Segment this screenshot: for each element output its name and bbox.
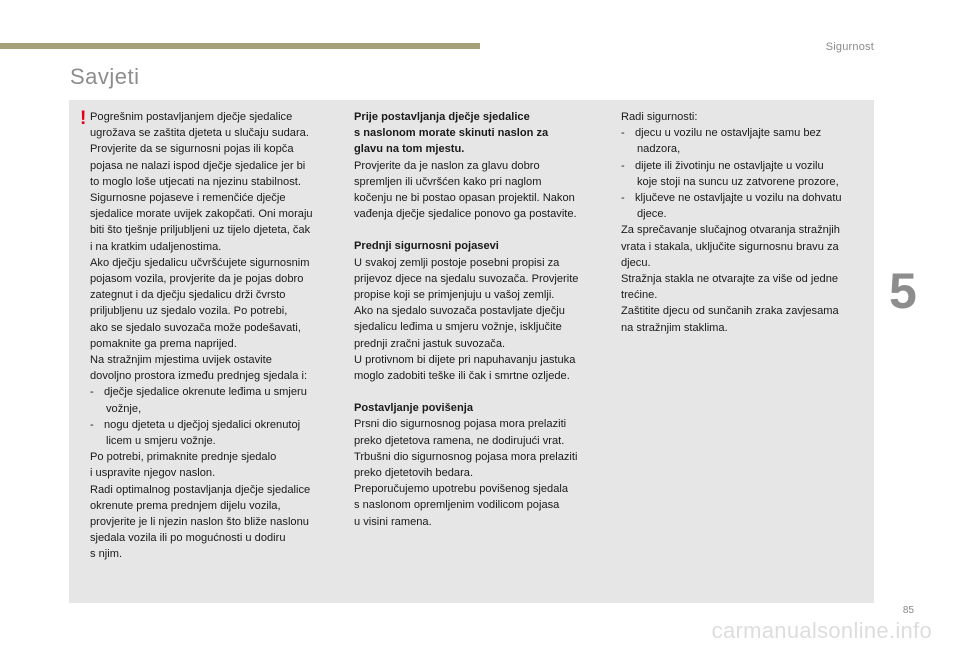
block-heading: Prije postavljanja dječje sjedalice <box>354 111 530 123</box>
text-line: sjedala vozila ili po mogućnosti u dodiru <box>90 532 286 545</box>
text-line: dijete ili životinju ne ostavljajte u vozilu <box>635 159 824 172</box>
text-line: u visini ramena. <box>354 515 432 528</box>
page-title: Savjeti <box>70 64 140 89</box>
text-line: djecu. <box>621 256 651 269</box>
text-line: dovoljno prostora između prednjeg sjedala i: <box>90 370 308 383</box>
text-line: kočenju ne bi postao opasan projektil. Nakon <box>354 192 575 205</box>
text-line: s naslonom opremljenim vodilicom pojasa <box>354 499 560 512</box>
bullet-item <box>621 158 866 174</box>
text-line: licem u smjeru vožnje. <box>106 435 216 448</box>
bullet-item <box>621 125 866 141</box>
text-line: i na kratkim udaljenostima. <box>90 240 222 253</box>
text-line: Provjerite da je naslon za glavu dobro <box>354 159 540 172</box>
text-line: nadzora, <box>637 143 681 156</box>
text-line: vožnje, <box>106 402 142 415</box>
tips-column-1 <box>90 109 348 563</box>
text-line: i uspravite njegov naslon. <box>90 467 216 480</box>
text-line: Preporučujemo upotrebu povišenog sjedala <box>354 483 569 496</box>
text-line: prednji zračni jastuk suvozača. <box>354 337 506 350</box>
text-line: spremljen ili učvršćen kako pri naglom <box>354 175 542 188</box>
text-line: nogu djeteta u dječjoj sjedalici okrenutoj <box>104 418 301 431</box>
text-line: okrenute prema prednjem dijelu vozila, <box>90 499 281 512</box>
section-name: Sigurnost <box>825 41 874 53</box>
bullet-item <box>90 384 348 400</box>
text-line: biti što tješnje priljubljeni uz tijelo djeteta, čak <box>90 224 311 237</box>
bullet-item <box>621 190 866 206</box>
text-line: vrata i stakala, uključite sigurnosnu bravu za <box>621 240 839 253</box>
bullet-marker: - <box>90 418 94 431</box>
chapter-number: 5 <box>889 263 917 319</box>
block-heading: Prednji sigurnosni pojasevi <box>354 240 499 253</box>
bullet-marker: - <box>90 386 94 399</box>
text-line: Zaštitite djecu od sunčanih zraka zavjesama <box>621 305 839 318</box>
text-line: Na stražnjim mjestima uvijek ostavite <box>90 354 272 367</box>
text-line: Ako dječju sjedalicu učvršćujete sigurnosnim <box>90 256 310 269</box>
tips-column-3 <box>621 109 866 336</box>
text-line: Sigurnosne pojaseve i remenčiće dječje <box>90 192 286 205</box>
block-heading: s naslonom morate skinuti naslon za <box>354 127 549 140</box>
text-line: Po potrebi, primaknite prednje sjedalo <box>90 451 277 464</box>
text-line: pojasom vozila, provjerite da je pojas dobro <box>90 273 304 286</box>
bullet-marker: - <box>621 192 625 205</box>
text-line: s njim. <box>90 548 123 561</box>
text-line: djecu u vozilu ne ostavljajte samu bez <box>635 127 822 140</box>
text-line: ugrožava se zaštita djeteta u slučaju sudara. <box>90 127 309 140</box>
text-line: zategnut i da dječju sjedalicu drži čvrsto <box>90 289 286 302</box>
text-line: Stražnja stakla ne otvarajte za više od jedne <box>621 273 839 286</box>
text-line: vađenja dječje sjedalice ponovo ga postavite. <box>354 208 577 221</box>
text-line: na stražnjim staklima. <box>621 321 728 334</box>
text-line: koje stoji na suncu uz zatvorene prozore, <box>637 175 839 188</box>
text-line: propise koji se primjenjuju u vašoj zemlji. <box>354 289 555 302</box>
text-line: sjedalicu leđima u smjeru vožnje, isključite <box>354 321 562 334</box>
text-line: moglo zadobiti teške ili čak i smrtne ozljede. <box>354 370 570 383</box>
text-line: U protivnom bi dijete pri napuhavanju jastuka <box>354 353 576 366</box>
text-line: Radi optimalnog postavljanja dječje sjedalice <box>90 483 311 496</box>
text-line: prijevoz djece na sjedalu suvozača. Provjerite <box>354 272 579 285</box>
bullet-marker: - <box>621 127 625 140</box>
block-heading: Postavljanje povišenja <box>354 402 473 415</box>
text-line: Provjerite da se sigurnosni pojas ili kopča <box>90 143 294 156</box>
text-line: sjedalice morate uvijek zakopčati. Oni moraju <box>90 208 313 221</box>
tips-column-2 <box>354 109 604 530</box>
text-line: provjerite je li njezin naslon što bliže naslonu <box>90 516 309 529</box>
text-line: djece. <box>637 208 667 221</box>
text-line: Prsni dio sigurnosnog pojasa mora prelaziti <box>354 418 567 431</box>
text-line: U svakoj zemlji postoje posebni propisi za <box>354 256 560 269</box>
text-line: to moglo loše utjecati na njezinu stabilnost. <box>90 175 301 188</box>
text-line: preko djetetova ramena, ne dodirujući vrat. <box>354 434 565 447</box>
text-line: pojasa ne nalazi ispod dječje sjedalice jer bi <box>90 159 306 172</box>
text-line: Radi sigurnosti: <box>621 111 698 123</box>
page-number: 85 <box>902 605 914 616</box>
text-line: priljubljenu uz sjedalo vozila. Po potrebi, <box>90 305 288 318</box>
text-line: ako se sjedalo suvozača može podešavati, <box>90 321 301 334</box>
block-heading: glavu na tom mjestu. <box>354 143 465 156</box>
text-line: dječje sjedalice okrenute leđima u smjeru <box>104 386 307 399</box>
bullet-item <box>90 417 348 433</box>
text-line: trećine. <box>621 289 658 302</box>
text-line: preko djetetovih bedara. <box>354 467 474 480</box>
text-line: ključeve ne ostavljajte u vozilu na dohvatu <box>635 192 842 205</box>
watermark: carmanualsonline.info <box>711 618 932 643</box>
text-line: pomaknite ga prema naprijed. <box>90 337 237 350</box>
text-line: Trbušni dio sigurnosnog pojasa mora prelaziti <box>354 450 578 463</box>
text-line: Ako na sjedalo suvozača postavljate dječju <box>354 305 565 318</box>
text-line: Pogrešnim postavljanjem dječje sjedalice <box>90 111 293 123</box>
exclamation-icon: ! <box>80 108 87 129</box>
bullet-marker: - <box>621 159 625 172</box>
header-accent-bar <box>0 43 480 49</box>
text-line: Za sprečavanje slučajnog otvaranja stražnjih <box>621 224 840 237</box>
